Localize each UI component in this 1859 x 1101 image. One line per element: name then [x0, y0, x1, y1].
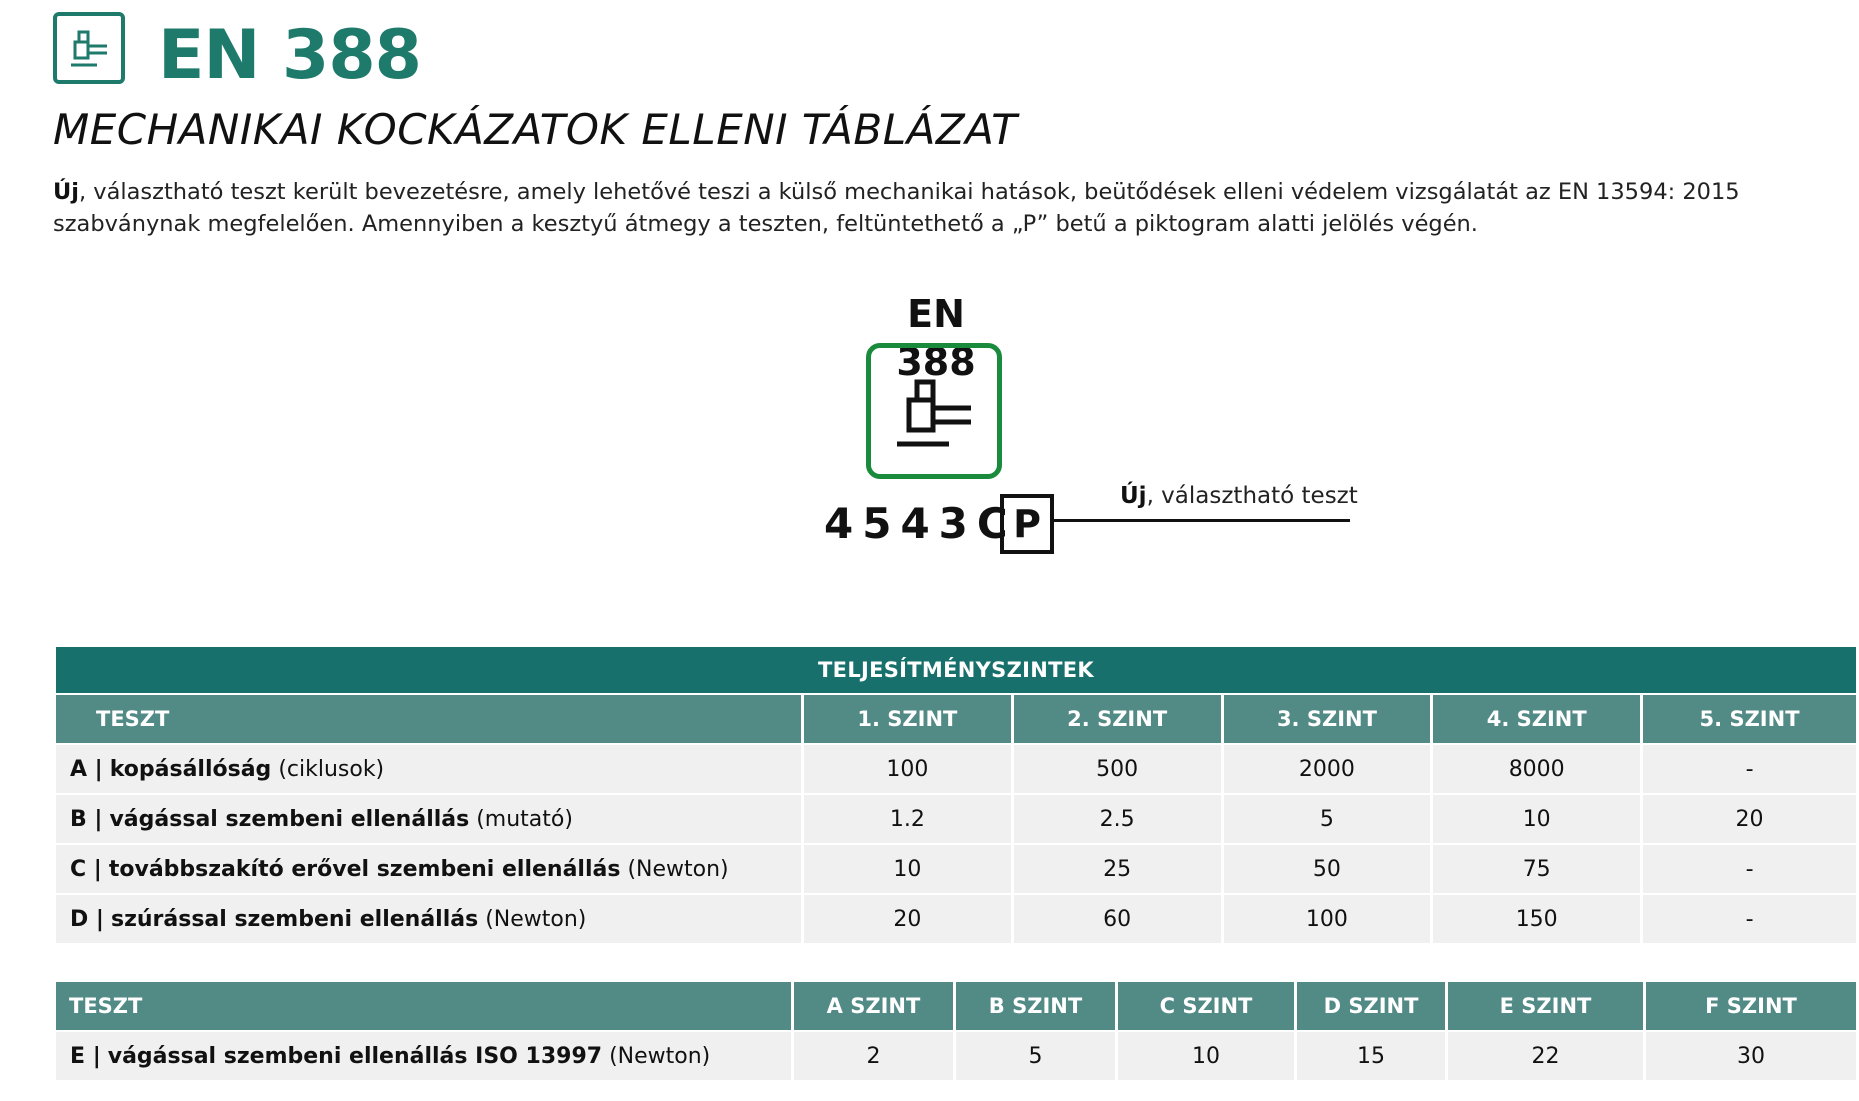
table-cell: 22: [1448, 1032, 1643, 1080]
table-cell: 30: [1646, 1032, 1856, 1080]
callout-note: [1120, 480, 1358, 512]
logo-pictogram: [53, 12, 125, 84]
row-label: [56, 895, 801, 943]
row-letter: B |: [70, 806, 103, 832]
table-cell: 2.5: [1014, 795, 1221, 843]
table-cell: 10: [1433, 795, 1640, 843]
row-name: vágással szembeni ellenállás: [109, 806, 470, 832]
callout-note-text: , választható teszt: [1146, 483, 1358, 509]
row-letter: E |: [70, 1043, 101, 1069]
table-cell: -: [1643, 745, 1856, 793]
header-cell: 5. SZINT: [1643, 695, 1856, 743]
row-label: [56, 1032, 791, 1080]
header-cell: 2. SZINT: [1014, 695, 1221, 743]
pictogram-title: EN 388: [896, 292, 976, 384]
row-name: kopásállóság: [109, 756, 272, 782]
table-cell: 20: [804, 895, 1011, 943]
table-cell: 150: [1433, 895, 1640, 943]
header-cell: C SZINT: [1118, 982, 1294, 1030]
table-cell: 60: [1014, 895, 1221, 943]
table-cell: 500: [1014, 745, 1221, 793]
page-subtitle: MECHANIKAI KOCKÁZATOK ELLENI TÁBLÁZAT: [53, 105, 1018, 154]
pictogram-box: [866, 343, 1002, 479]
row-name: vágással szembeni ellenállás ISO 13997: [107, 1043, 603, 1069]
hammer-impact-icon: [63, 22, 115, 74]
row-letter: C |: [70, 856, 102, 882]
table-cell: 8000: [1433, 745, 1640, 793]
intro-text: , választható teszt került bevezetésre, amely lehetővé teszi a külső mechanikai hatások, beütődések elleni védelem vizsgálatát az EN 13594: 2015 szabványnak megfelelően. Amennyiben a kesztyű átmegy a teszten, feltüntethető a „P” betű a piktogram alatti jelölés végén.: [53, 179, 1740, 237]
hammer-impact-icon: [881, 358, 987, 464]
header-cell: E SZINT: [1448, 982, 1643, 1030]
table-row: [56, 745, 1856, 793]
header-cell: F SZINT: [1646, 982, 1856, 1030]
table-cell: 50: [1224, 845, 1431, 893]
table-cell: 75: [1433, 845, 1640, 893]
table-row: [56, 1032, 1856, 1080]
row-unit: (Newton): [627, 856, 729, 882]
table-row: [56, 845, 1856, 893]
table-row: [56, 795, 1856, 843]
row-name: továbbszakító erővel szembeni ellenállás: [108, 856, 621, 882]
performance-levels-table: [53, 645, 1859, 945]
table-row: [56, 895, 1856, 943]
table-header-row: [56, 695, 1856, 743]
table-cell: 2000: [1224, 745, 1431, 793]
table-cell: 25: [1014, 845, 1221, 893]
table-banner: TELJESÍTMÉNYSZINTEK: [56, 647, 1856, 693]
intro-bold: Új: [53, 179, 79, 205]
table-cell: 1.2: [804, 795, 1011, 843]
table-cell: -: [1643, 845, 1856, 893]
impact-p-box: P: [1000, 494, 1054, 554]
table-cell: 5: [1224, 795, 1431, 843]
row-label: [56, 745, 801, 793]
cut-resistance-table: [53, 980, 1859, 1082]
row-name: szúrással szembeni ellenállás: [110, 906, 479, 932]
intro-paragraph: [53, 176, 1843, 240]
performance-code: 4543C: [824, 499, 1017, 548]
table-cell: -: [1643, 895, 1856, 943]
page-title: EN 388: [158, 16, 421, 95]
row-letter: D |: [70, 906, 104, 932]
header-cell: A SZINT: [794, 982, 953, 1030]
row-label: [56, 795, 801, 843]
header-cell: TESZT: [56, 695, 801, 743]
row-label: [56, 845, 801, 893]
table-cell: 15: [1297, 1032, 1445, 1080]
table-cell: 10: [804, 845, 1011, 893]
row-unit: (Newton): [609, 1043, 711, 1069]
header-cell: 4. SZINT: [1433, 695, 1640, 743]
header-cell: 1. SZINT: [804, 695, 1011, 743]
header-cell: 3. SZINT: [1224, 695, 1431, 743]
row-unit: (Newton): [485, 906, 587, 932]
table-cell: 5: [956, 1032, 1115, 1080]
row-letter: A |: [70, 756, 103, 782]
header-cell: D SZINT: [1297, 982, 1445, 1030]
table-header-row: [56, 982, 1856, 1030]
table-cell: 2: [794, 1032, 953, 1080]
callout-line: [1054, 519, 1350, 522]
row-unit: (mutató): [476, 806, 573, 832]
table-cell: 10: [1118, 1032, 1294, 1080]
row-unit: (ciklusok): [278, 756, 385, 782]
table-cell: 100: [1224, 895, 1431, 943]
table-cell: 20: [1643, 795, 1856, 843]
header-cell: B SZINT: [956, 982, 1115, 1030]
header-cell: TESZT: [56, 982, 791, 1030]
callout-note-bold: Új: [1120, 483, 1147, 509]
table-cell: 100: [804, 745, 1011, 793]
